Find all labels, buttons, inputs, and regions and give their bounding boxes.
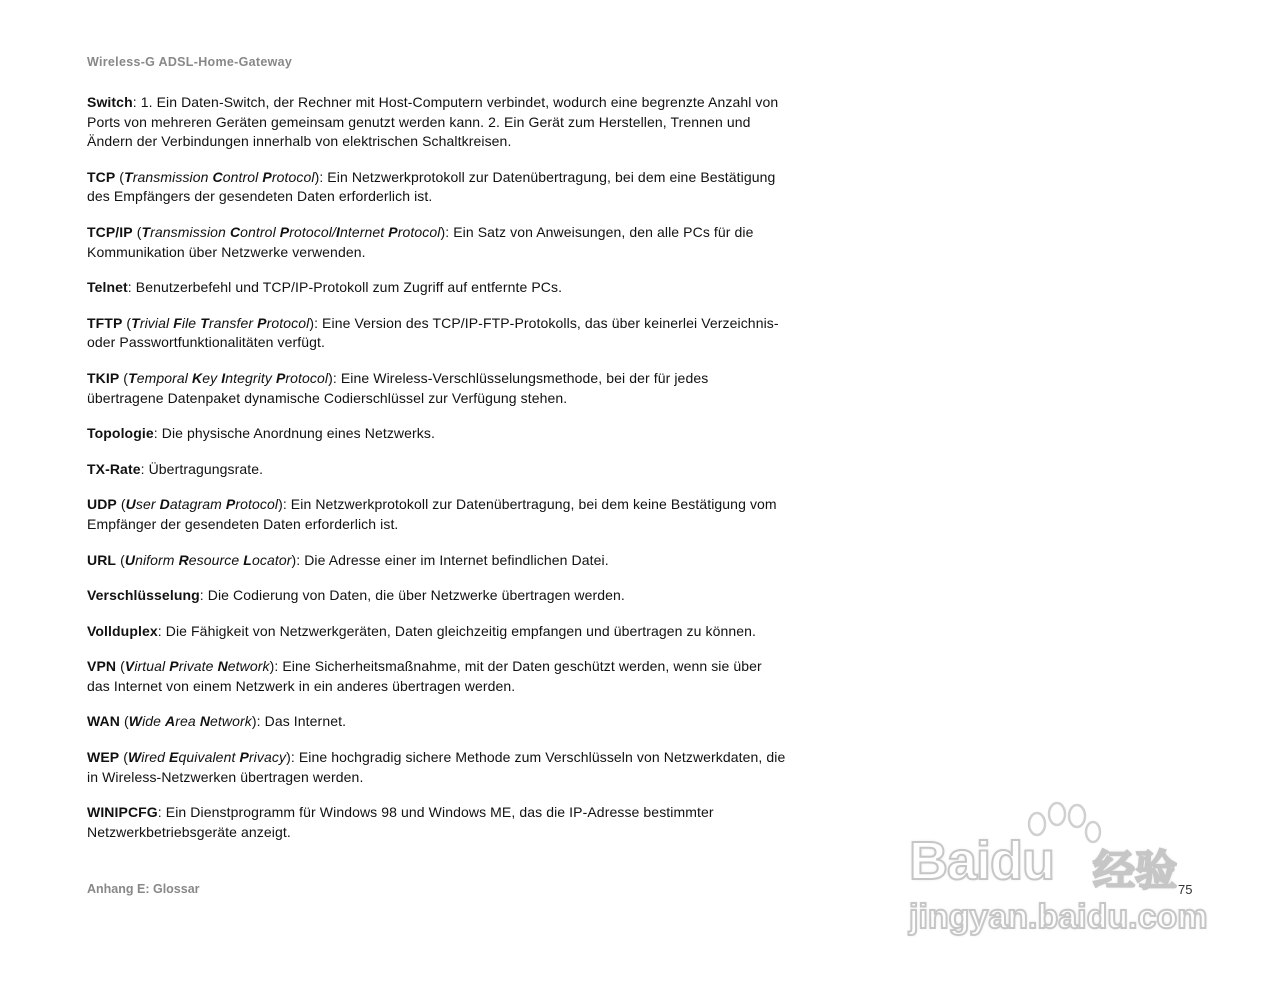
footer-section-label: Anhang E: Glossar (87, 882, 200, 896)
glossary-entry: VPN (Virtual Private Network): Eine Sicherheitsmaßnahme, mit der Daten geschützt werden, wenn sie über das Internet von einem Netzwerk in ein anderes übertragen werden. (87, 658, 762, 694)
glossary-definition: : Das Internet. (256, 713, 347, 730)
glossary-expansion: Transmission Control Protocol (124, 168, 315, 185)
glossary-term: TKIP (87, 369, 120, 386)
glossary-term: Topologie (87, 425, 154, 442)
page-number: 75 (1178, 882, 1193, 897)
baidu-jingyan-watermark (905, 800, 1208, 945)
glossary-term: TCP/IP (87, 223, 133, 240)
glossary-term: WINIPCFG (87, 804, 158, 821)
glossary-term: Switch (87, 94, 133, 110)
glossary-definition: : Eine Sicherheitsmaßnahme, mit der Daten geschützt werden, wenn sie über das Internet von einem Netzwerk in ein anderes übertragen werden. (87, 658, 762, 694)
glossary-entry (87, 803, 787, 842)
glossary-term: UDP (87, 496, 117, 513)
glossary-list (87, 93, 787, 858)
glossary-expansion: Virtual Private Network (124, 658, 270, 675)
glossary-entry (87, 278, 787, 298)
glossary-term: WEP (87, 749, 120, 766)
watermark-cn: 经验 (1093, 846, 1178, 895)
glossary-expansion: Wide Area Network (128, 713, 252, 730)
glossary-definition: : Ein Satz von Anweisungen, den alle PCs für die Kommunikation über Netzwerke verwenden. (87, 223, 754, 260)
glossary-expansion: Trivial File Transfer Protocol (131, 314, 310, 331)
glossary-definition: : Übertragungsrate. (140, 460, 264, 477)
glossary-definition: : Eine Version des TCP/IP-FTP-Protokolls, das über keinerlei Verzeichnis- oder Passwortfunktionalitäten verfügt. (87, 314, 779, 351)
glossary-entry (87, 622, 787, 642)
glossary-entry: URL (Uniform Resource Locator): Die Adresse einer im Internet befindlichen Datei. (87, 551, 609, 568)
glossary-term: TFTP (87, 314, 123, 331)
watermark-brand: Baidu (909, 831, 1055, 891)
glossary-entry (87, 93, 787, 152)
glossary-expansion: Temporal Key Integrity Protocol (128, 369, 329, 386)
glossary-entry: TKIP (Temporal Key Integrity Protocol): Eine Wireless-Verschlüsselungsmethode, bei der für jedes übertragene Datenpaket dynamische Codierschlüssel zur Verfügung stehen. (87, 369, 709, 406)
glossary-entry: TFTP (Trivial File Transfer Protocol): Eine Version des TCP/IP-FTP-Protokolls, das über keinerlei Verzeichnis- oder Passwortfunktionalitäten verfügt. (87, 314, 779, 351)
glossary-definition: : 1. Ein Daten-Switch, der Rechner mit Host-Computern verbindet, wodurch eine begrenzte Anzahl von Ports von mehreren Geräten gemeinsam genutzt werden kann. 2. Ein Gerät zum Herstellen, Trennen und Ändern der Verbindungen innerhalb von elektrischen Schaltkreisen. (87, 94, 779, 150)
glossary-entry (87, 586, 787, 606)
glossary-definition: : Die Fähigkeit von Netzwerkgeräten, Daten gleichzeitig empfangen und übertragen zu können. (157, 622, 756, 639)
glossary-term: TX-Rate (87, 460, 141, 477)
glossary-expansion: Wired Equivalent Privacy (127, 749, 287, 766)
glossary-entry: UDP (User Datagram Protocol): Ein Netzwerkprotokoll zur Datenübertragung, bei dem keine Bestätigung vom Empfänger der gesendeten Daten erforderlich ist. (87, 496, 777, 532)
glossary-definition: : Die Adresse einer im Internet befindlichen Datei. (296, 551, 609, 568)
glossary-entry (87, 424, 787, 444)
glossary-definition: : Benutzerbefehl und TCP/IP-Protokoll zum Zugriff auf entfernte PCs. (127, 279, 563, 296)
glossary-expansion: Transmission Control Protocol/Internet Protocol (141, 223, 441, 240)
glossary-expansion: User Datagram Protocol (125, 496, 279, 513)
glossary-entry: TCP/IP (Transmission Control Protocol/Internet Protocol): Ein Satz von Anweisungen, den alle PCs für die Kommunikation über Netzwerke verwenden. (87, 223, 754, 260)
glossary-term: TCP (87, 168, 116, 185)
glossary-entry: WEP (Wired Equivalent Privacy): Eine hochgradig sichere Methode zum Verschlüsseln von Netzwerkdaten, die in Wireless-Netzwerken übertragen werden. (87, 749, 786, 785)
glossary-entry: TCP (Transmission Control Protocol): Ein Netzwerkprotokoll zur Datenübertragung, bei dem eine Bestätigung des Empfängers der gesendeten Daten erforderlich ist. (87, 168, 776, 205)
glossary-definition: : Ein Dienstprogramm für Windows 98 und Windows ME, das die IP-Adresse bestimmter Netzwerkbetriebsgeräte anzeigt. (87, 804, 714, 840)
glossary-entry: WAN (Wide Area Network): Das Internet. (87, 713, 347, 730)
glossary-term: Verschlüsselung (87, 587, 200, 604)
glossary-definition: : Eine Wireless-Verschlüsselungsmethode, bei der für jedes übertragene Datenpaket dynamische Codierschlüssel zur Verfügung stehen. (87, 369, 709, 406)
glossary-term: URL (87, 551, 117, 568)
glossary-expansion: Uniform Resource Locator (124, 551, 292, 568)
glossary-definition: : Ein Netzwerkprotokoll zur Datenübertragung, bei dem keine Bestätigung vom Empfänger der gesendeten Daten erforderlich ist. (87, 496, 777, 532)
glossary-term: WAN (87, 713, 120, 730)
glossary-definition: : Ein Netzwerkprotokoll zur Datenübertragung, bei dem eine Bestätigung des Empfängers der gesendeten Daten erforderlich ist. (87, 168, 776, 205)
glossary-term: VPN (87, 658, 117, 675)
running-header: Wireless-G ADSL-Home-Gateway (87, 55, 293, 69)
glossary-definition: : Die physische Anordnung eines Netzwerks. (153, 425, 435, 442)
glossary-term: Vollduplex (87, 622, 158, 639)
glossary-entry (87, 460, 787, 480)
glossary-term: Telnet (87, 279, 128, 296)
glossary-definition: : Eine hochgradig sichere Methode zum Verschlüsseln von Netzwerkdaten, die in Wireless-Netzwerken übertragen werden. (87, 749, 786, 785)
glossary-definition: : Die Codierung von Daten, die über Netzwerke übertragen werden. (199, 587, 625, 604)
watermark-url: jingyan.baidu.com (909, 898, 1208, 936)
